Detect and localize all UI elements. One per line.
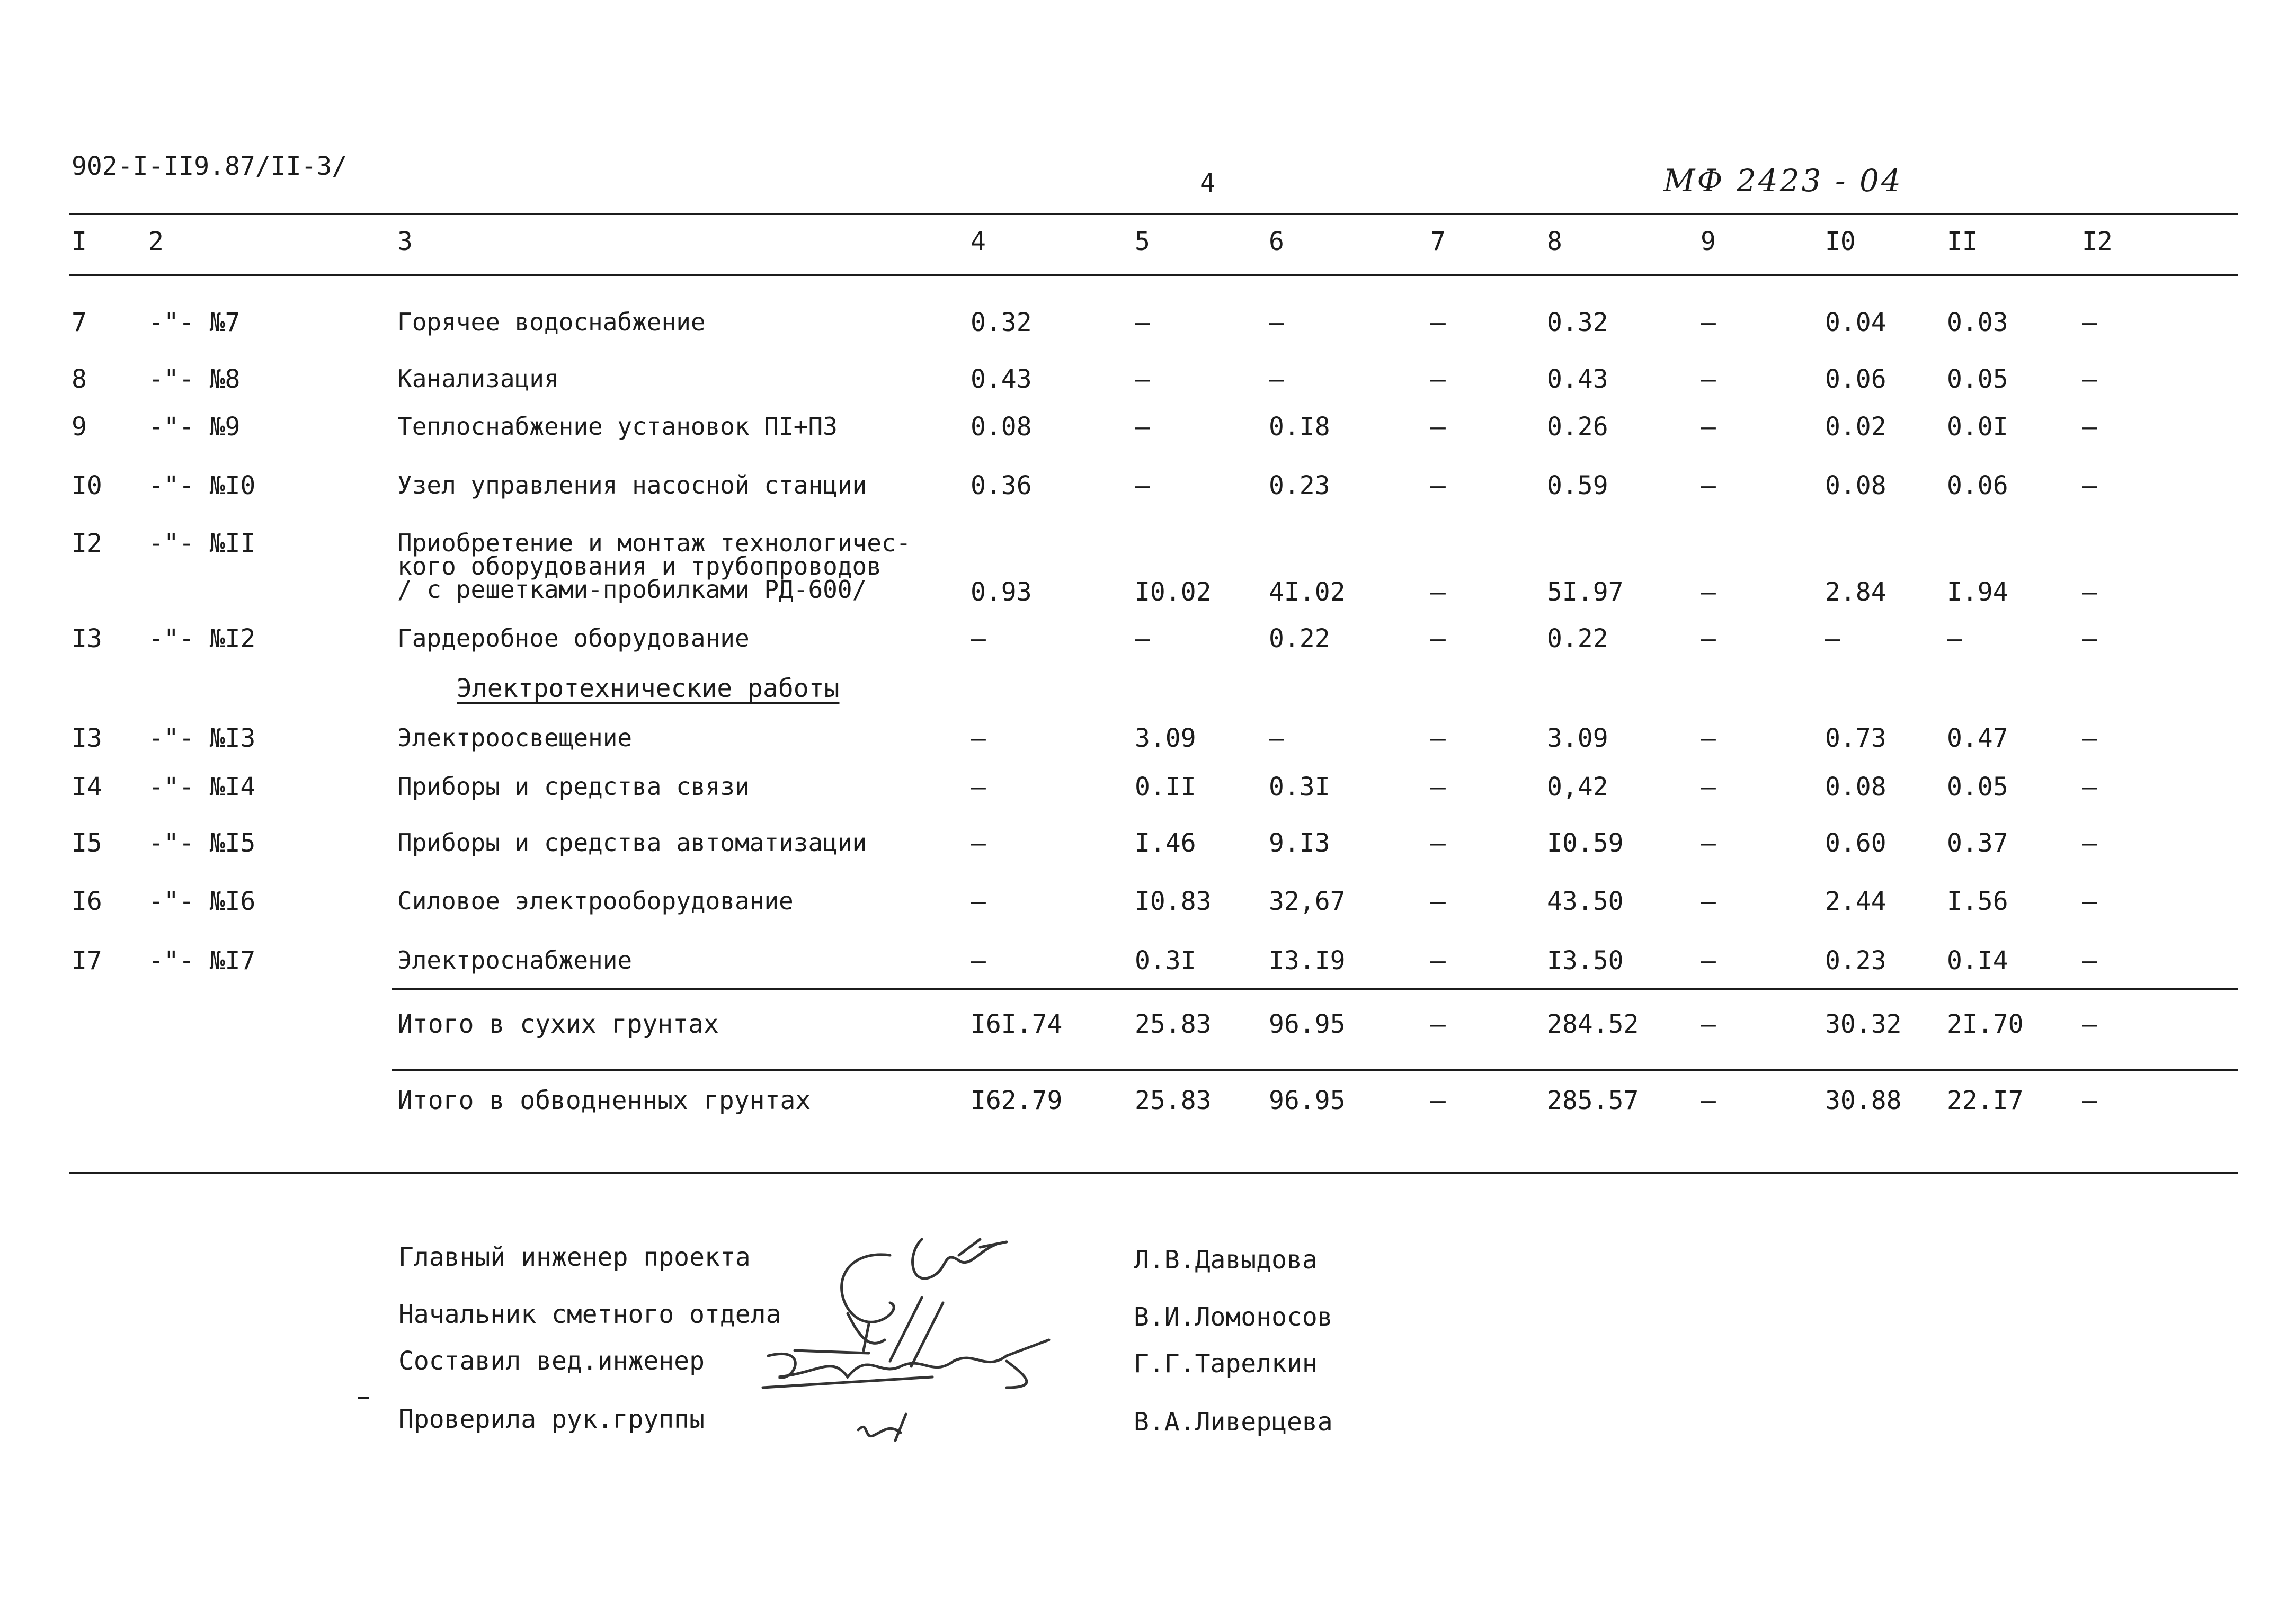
row-number: I3	[72, 624, 102, 654]
total-value-c5: 25.83	[1135, 1009, 1212, 1039]
row-value-c7: –	[1430, 577, 1446, 607]
row-value-c7: –	[1430, 946, 1446, 976]
row-name: Электроснабжение	[397, 946, 633, 974]
row-value-c5: I0.83	[1135, 887, 1212, 916]
row-value-c8: 0.59	[1547, 471, 1608, 500]
row-value-c4: –	[971, 772, 986, 802]
row-name: Узел управления насосной станции	[397, 471, 867, 499]
row-value-c7: –	[1430, 364, 1446, 394]
row-number: I4	[72, 772, 102, 802]
row-value-c6: 0.I8	[1269, 412, 1330, 442]
row-reference: -"- №7	[148, 308, 241, 337]
row-value-c9: –	[1701, 577, 1716, 607]
row-value-c5: 3.09	[1135, 723, 1196, 753]
row-value-c10: 0.02	[1825, 412, 1886, 442]
signature-role: Начальник сметного отдела	[398, 1300, 781, 1329]
column-header-7: 7	[1430, 227, 1446, 256]
row-value-c11: 0.05	[1947, 364, 2008, 394]
row-value-c12: –	[2082, 887, 2097, 916]
row-value-c8: 0.26	[1547, 412, 1608, 442]
row-value-c8: 0,42	[1547, 772, 1608, 802]
total-value-c5: 25.83	[1135, 1086, 1212, 1115]
total-value-c8: 284.52	[1547, 1009, 1639, 1039]
table-header-rule	[69, 274, 2238, 276]
row-value-c12: –	[2082, 946, 2097, 976]
row-value-c8: 3.09	[1547, 723, 1608, 753]
row-value-c11: 0.05	[1947, 772, 2008, 802]
row-reference: -"- №I4	[148, 772, 256, 802]
row-value-c8: 43.50	[1547, 887, 1624, 916]
row-reference: -"- №9	[148, 412, 241, 442]
row-value-c12: –	[2082, 471, 2097, 500]
row-reference: -"- №II	[148, 529, 256, 558]
row-value-c8: I0.59	[1547, 828, 1624, 858]
row-value-c11: 0.I4	[1947, 946, 2008, 976]
total-value-c6: 96.95	[1269, 1009, 1346, 1039]
row-value-c11: I.94	[1947, 577, 2008, 607]
signature-role: Проверила рук.группы	[398, 1405, 705, 1434]
row-value-c6: 0.22	[1269, 624, 1330, 654]
row-value-c11: I.56	[1947, 887, 2008, 916]
row-value-c7: –	[1430, 887, 1446, 916]
row-value-c4: –	[971, 723, 986, 753]
row-value-c4: 0.93	[971, 577, 1032, 607]
row-reference: -"- №I2	[148, 624, 256, 654]
row-value-c9: –	[1701, 412, 1716, 442]
row-value-c6: –	[1269, 364, 1284, 394]
row-reference: -"- №I5	[148, 828, 256, 858]
row-number: I7	[72, 946, 102, 976]
row-reference: -"- №I3	[148, 723, 256, 753]
row-name: Теплоснабжение установок ПI+П3	[397, 412, 838, 441]
row-value-c10: 0.23	[1825, 946, 1886, 976]
table-bottom-rule	[69, 1172, 2238, 1174]
table-top-rule	[69, 213, 2238, 215]
row-name: Приборы и средства автоматизации	[397, 828, 867, 857]
row-number: 8	[72, 364, 87, 394]
row-value-c5: –	[1135, 471, 1150, 500]
row-value-c11: 0.37	[1947, 828, 2008, 858]
row-name: Горячее водоснабжение	[397, 308, 706, 336]
column-header-2: 2	[148, 227, 164, 256]
row-value-c11: 0.03	[1947, 308, 2008, 337]
signature-name: В.И.Ломоносов	[1134, 1302, 1333, 1332]
row-number: I0	[72, 471, 102, 500]
total-value-c12: –	[2082, 1086, 2097, 1115]
row-number: 9	[72, 412, 87, 442]
row-value-c4: –	[971, 624, 986, 654]
row-value-c4: 0.36	[971, 471, 1032, 500]
row-value-c4: –	[971, 887, 986, 916]
row-value-c9: –	[1701, 887, 1716, 916]
row-value-c10: 2.44	[1825, 887, 1886, 916]
row-value-c8: I3.50	[1547, 946, 1624, 976]
row-name: кого оборудования и трубопроводов	[397, 552, 882, 580]
row-value-c12: –	[2082, 723, 2097, 753]
signature-name: Л.В.Давыдова	[1134, 1245, 1318, 1275]
row-value-c5: I0.02	[1135, 577, 1212, 607]
column-header-12: I2	[2082, 227, 2113, 256]
row-value-c10: 0.08	[1825, 772, 1886, 802]
row-value-c6: 0.3I	[1269, 772, 1330, 802]
total-label: Итого в обводненных грунтах	[397, 1086, 811, 1115]
row-value-c12: –	[2082, 308, 2097, 337]
row-value-c12: –	[2082, 412, 2097, 442]
column-header-1: I	[72, 227, 87, 256]
row-value-c7: –	[1430, 624, 1446, 654]
row-value-c7: –	[1430, 723, 1446, 753]
signature-name: Г.Г.Тарелкин	[1134, 1349, 1318, 1379]
row-value-c9: –	[1701, 723, 1716, 753]
row-name: Силовое электрооборудование	[397, 887, 794, 915]
row-value-c5: –	[1135, 412, 1150, 442]
column-header-8: 8	[1547, 227, 1562, 256]
row-name: / с решетками-пробилками РД-600/	[397, 575, 867, 604]
column-header-11: II	[1947, 227, 1978, 256]
row-value-c9: –	[1701, 364, 1716, 394]
row-value-c4: 0.32	[971, 308, 1032, 337]
row-value-c7: –	[1430, 412, 1446, 442]
section-heading: Электротехнические работы	[457, 674, 840, 703]
total-value-c4: I62.79	[971, 1086, 1063, 1115]
row-value-c5: I.46	[1135, 828, 1196, 858]
row-value-c4: 0.08	[971, 412, 1032, 442]
row-name: Приборы и средства связи	[397, 772, 750, 801]
row-name: Канализация	[397, 364, 559, 393]
total-value-c7: –	[1430, 1009, 1446, 1039]
row-value-c8: 0.32	[1547, 308, 1608, 337]
row-number: I2	[72, 529, 102, 558]
total-value-c6: 96.95	[1269, 1086, 1346, 1115]
row-reference: -"- №I6	[148, 887, 256, 916]
row-value-c10: 0.08	[1825, 471, 1886, 500]
total-value-c7: –	[1430, 1086, 1446, 1115]
row-value-c9: –	[1701, 772, 1716, 802]
row-value-c5: –	[1135, 364, 1150, 394]
column-header-6: 6	[1269, 227, 1284, 256]
total-value-c12: –	[2082, 1009, 2097, 1039]
row-value-c7: –	[1430, 828, 1446, 858]
row-number: I6	[72, 887, 102, 916]
row-value-c12: –	[2082, 624, 2097, 654]
row-value-c7: –	[1430, 772, 1446, 802]
row-value-c9: –	[1701, 828, 1716, 858]
row-value-c6: 0.23	[1269, 471, 1330, 500]
document-code: 902-I-II9.87/II-3/	[72, 151, 348, 181]
row-number: 7	[72, 308, 87, 337]
row-value-c12: –	[2082, 577, 2097, 607]
row-value-c12: –	[2082, 828, 2097, 858]
row-value-c7: –	[1430, 471, 1446, 500]
row-value-c12: –	[2082, 364, 2097, 394]
column-header-10: I0	[1825, 227, 1856, 256]
row-value-c5: –	[1135, 624, 1150, 654]
archive-stamp: МФ 2423 - 04	[1663, 163, 1903, 199]
row-value-c4: –	[971, 946, 986, 976]
total-value-c11: 22.I7	[1947, 1086, 2024, 1115]
row-reference: -"- №I0	[148, 471, 256, 500]
row-value-c9: –	[1701, 308, 1716, 337]
row-value-c6: –	[1269, 308, 1284, 337]
row-value-c6: 4I.02	[1269, 577, 1346, 607]
row-value-c8: 0.22	[1547, 624, 1608, 654]
row-value-c10: 0.73	[1825, 723, 1886, 753]
column-header-5: 5	[1135, 227, 1150, 256]
column-header-9: 9	[1701, 227, 1716, 256]
row-name: Электроосвещение	[397, 723, 633, 752]
row-value-c9: –	[1701, 624, 1716, 654]
total-value-c11: 2I.70	[1947, 1009, 2024, 1039]
signature-role: Составил вед.инженер	[398, 1346, 705, 1376]
totals-rule-1	[392, 988, 2238, 990]
row-reference: -"- №8	[148, 364, 241, 394]
column-header-4: 4	[971, 227, 986, 256]
row-value-c5: 0.II	[1135, 772, 1196, 802]
row-value-c8: 5I.97	[1547, 577, 1624, 607]
row-value-c10: 0.04	[1825, 308, 1886, 337]
row-name: Гардеробное оборудование	[397, 624, 750, 652]
row-value-c8: 0.43	[1547, 364, 1608, 394]
row-value-c9: –	[1701, 946, 1716, 976]
row-value-c4: 0.43	[971, 364, 1032, 394]
row-number: I5	[72, 828, 102, 858]
row-value-c10: 0.60	[1825, 828, 1886, 858]
total-label: Итого в сухих грунтах	[397, 1009, 719, 1039]
total-value-c9: –	[1701, 1086, 1716, 1115]
row-value-c6: 32,67	[1269, 887, 1346, 916]
row-value-c6: 9.I3	[1269, 828, 1330, 858]
row-value-c11: 0.0I	[1947, 412, 2008, 442]
total-value-c8: 285.57	[1547, 1086, 1639, 1115]
page-number: 4	[1200, 168, 1215, 198]
total-value-c10: 30.88	[1825, 1086, 1902, 1115]
column-header-3: 3	[397, 227, 413, 256]
row-value-c6: I3.I9	[1269, 946, 1346, 976]
total-value-c10: 30.32	[1825, 1009, 1902, 1039]
row-value-c9: –	[1701, 471, 1716, 500]
row-name: Приобретение и монтаж технологичес-	[397, 529, 911, 557]
row-value-c6: –	[1269, 723, 1284, 753]
row-value-c11: 0.47	[1947, 723, 2008, 753]
row-value-c10: –	[1825, 624, 1840, 654]
signature-name: В.А.Ливерцева	[1134, 1407, 1333, 1437]
row-value-c5: –	[1135, 308, 1150, 337]
row-value-c10: 2.84	[1825, 577, 1886, 607]
row-value-c11: –	[1947, 624, 1962, 654]
row-value-c5: 0.3I	[1135, 946, 1196, 976]
handwritten-signatures	[731, 1218, 1102, 1462]
signature-role: Главный инженер проекта	[398, 1242, 751, 1272]
row-value-c12: –	[2082, 772, 2097, 802]
row-value-c7: –	[1430, 308, 1446, 337]
total-value-c4: I6I.74	[971, 1009, 1063, 1039]
stray-mark	[358, 1397, 369, 1399]
totals-rule-2	[392, 1069, 2238, 1071]
row-value-c11: 0.06	[1947, 471, 2008, 500]
row-reference: -"- №I7	[148, 946, 256, 976]
row-number: I3	[72, 723, 102, 753]
total-value-c9: –	[1701, 1009, 1716, 1039]
row-value-c4: –	[971, 828, 986, 858]
row-value-c10: 0.06	[1825, 364, 1886, 394]
